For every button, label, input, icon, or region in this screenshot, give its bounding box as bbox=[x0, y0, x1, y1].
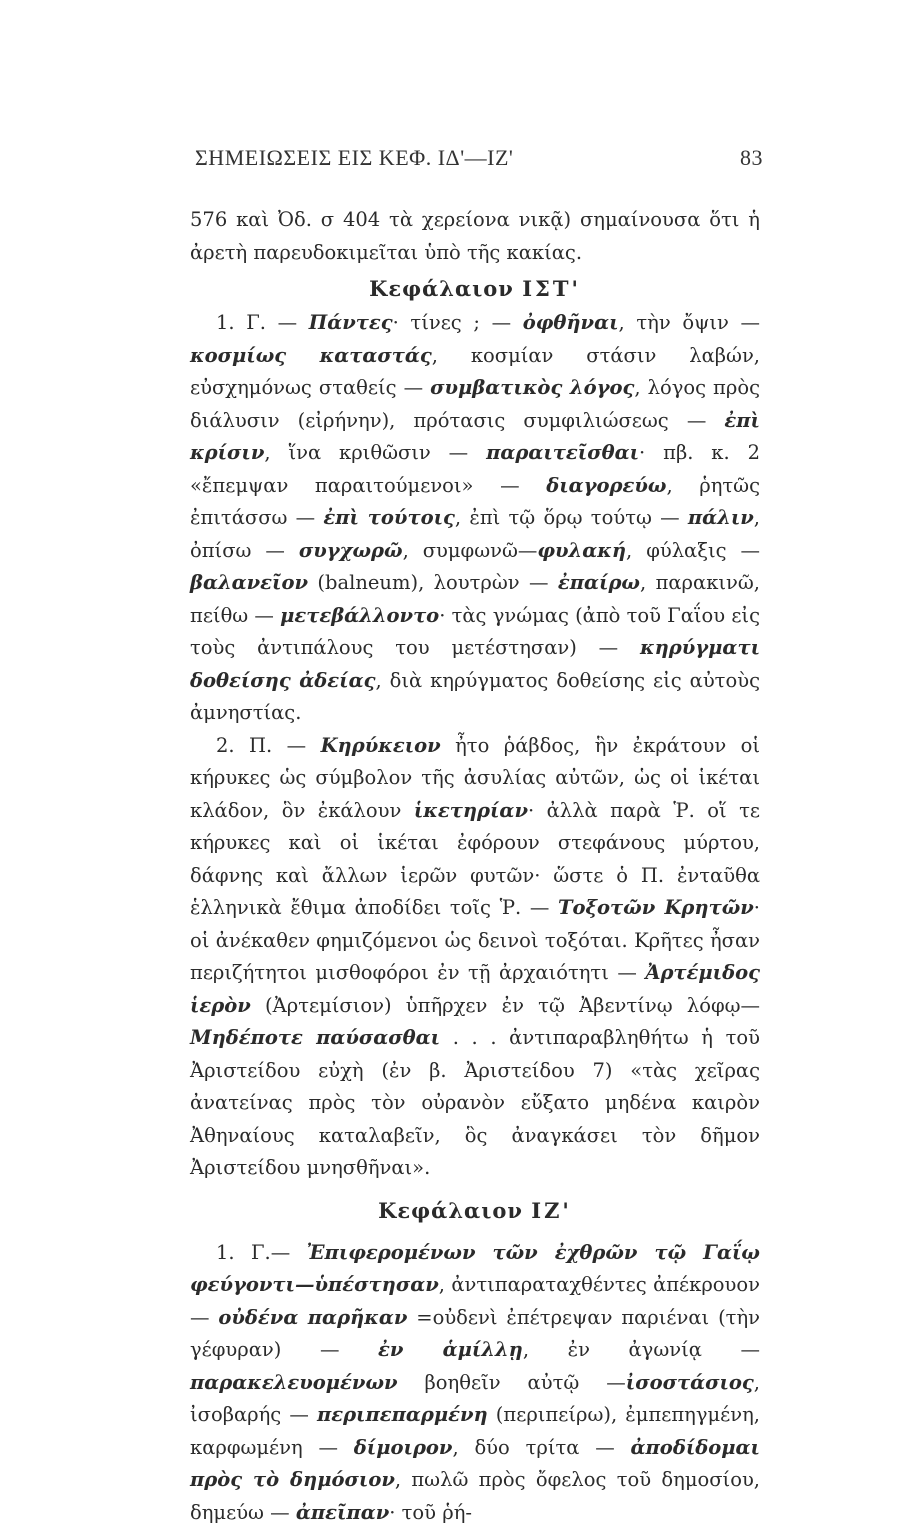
chapter-17-heading-word: Κεφάλαιον bbox=[378, 1198, 523, 1223]
lemma-term: ἱκετηρίαν bbox=[414, 799, 528, 822]
lemma-term: Μηδέποτε παύσασθαι bbox=[190, 1026, 440, 1049]
lemma-term: συγχωρῶ bbox=[299, 539, 403, 562]
gloss-text: · τοῦ ῥή- bbox=[389, 1501, 472, 1524]
lemma-term: δίμοιρον bbox=[354, 1436, 453, 1459]
gloss-text: 1. Γ.— bbox=[216, 1241, 307, 1264]
lemma-term: ἀπεῖπαν bbox=[296, 1501, 389, 1524]
lemma-term: περιπεπαρμένη bbox=[317, 1403, 488, 1426]
lemma-term: Κηρύκειον bbox=[321, 734, 441, 757]
gloss-text: , ἵνα κριθῶσιν — bbox=[264, 441, 486, 464]
gloss-text: , πωλῶ πρὸς ὄφελος τοῦ δημοσίου, δημεύω — bbox=[190, 1468, 760, 1524]
gloss-text: , ἐπὶ τῷ ὅρῳ τούτῳ — bbox=[455, 506, 688, 529]
gloss-text: , ἐν ἀγωνίᾳ — bbox=[523, 1338, 760, 1361]
chapter-17-heading bbox=[190, 1195, 760, 1227]
gloss-text: ἦτο ῥάβδος, ἣν ἐκράτουν οἱ κήρυκες ὡς σύμβολον τῆς ἀσυλίας αὐτῶν, ὡς οἱ ἱκέται κλάδον, ὃν ἐκάλουν bbox=[190, 734, 760, 822]
gloss-text: · τίνες ; — bbox=[393, 311, 523, 334]
gloss-text: , κοσμίαν στάσιν λαβών, εὐσχημόνως σταθείς — bbox=[190, 344, 760, 400]
lemma-term: παραιτεῖσθαι bbox=[486, 441, 639, 464]
lemma-term: ἐν ἁμίλλῃ bbox=[378, 1338, 523, 1361]
chapter-16-heading-number: ΙΣΤ' bbox=[522, 276, 581, 301]
running-head-title: ΣΗΜΕΙΩΣΕΙΣ ΕΙΣ ΚΕΦ. ΙΔ'—ΙΖ' bbox=[195, 145, 513, 171]
gloss-text: , ἀντιπαραταχθέντες ἀπέκρουον — bbox=[190, 1273, 760, 1329]
gloss-text: , τὴν ὄψιν — bbox=[619, 311, 760, 334]
lemma-term: ἐπὶ κρίσιν bbox=[190, 409, 760, 465]
page-number: 83 bbox=[740, 145, 763, 171]
lemma-term: Ἀρτέμιδος ἱερὸν bbox=[190, 961, 760, 1017]
lemma-term: ἰσοστάσιος bbox=[626, 1371, 754, 1394]
gloss-text: 2. Π. — bbox=[216, 734, 321, 757]
gloss-text: , διὰ κηρύγματος δοθείσης εἰς αὐτοὺς ἀμνηστίας. bbox=[190, 669, 760, 725]
gloss-text: · ἀλλὰ παρὰ Ῥ. οἵ τε κήρυκες καὶ οἱ ἱκέται ἐφόρουν στεφάνους μύρτου, δάφνης καὶ ἄλλων ἱερῶν φυτῶν· ὥστε ὁ Π. ἐνταῦθα ἑλληνικὰ ἔθιμα ἀποδίδει τοῖς Ῥ. — bbox=[190, 799, 760, 920]
chapter-16-paragraph-2 bbox=[190, 730, 760, 1185]
lemma-term: ἐπαίρω bbox=[558, 571, 640, 594]
lemma-term: μετεβάλλοντο bbox=[280, 604, 439, 627]
lemma-term: ἐπὶ τούτοις bbox=[323, 506, 455, 529]
lemma-term: βαλανεῖον bbox=[190, 571, 308, 594]
gloss-text: , συμφωνῶ— bbox=[403, 539, 538, 562]
running-head bbox=[195, 145, 763, 171]
gloss-text: =οὐδενὶ ἐπέτρεψαν παριέναι (τὴν γέφυραν) — bbox=[190, 1306, 760, 1362]
lemma-term: ἀποδίδομαι πρὸς τὸ δημόσιον bbox=[190, 1436, 760, 1492]
gloss-text: , παρακινῶ, πείθω — bbox=[190, 571, 760, 627]
lemma-term: Τοξοτῶν Κρητῶν bbox=[558, 896, 754, 919]
gloss-text: , δύο τρίτα — bbox=[452, 1436, 630, 1459]
lemma-term: διαγορεύω bbox=[546, 474, 666, 497]
gloss-text: βοηθεῖν αὐτῷ — bbox=[398, 1371, 626, 1394]
gloss-text: , ῥητῶς ἐπιτάσσω — bbox=[190, 474, 760, 530]
chapter-16-heading bbox=[190, 273, 760, 305]
lemma-term: φυλακή bbox=[537, 539, 626, 562]
chapter-16-heading-word: Κεφάλαιον bbox=[369, 276, 514, 301]
lemma-term: κηρύγματι δοθείσης ἀδείας bbox=[190, 636, 760, 692]
gloss-text: · οἱ ἀνέκαθεν φημιζόμενοι ὡς δεινοὶ τοξόται. Κρῆτες ἦσαν περιζήτητοι μισθοφόροι ἐν τῇ ἀρχαιότητι — bbox=[190, 896, 760, 984]
gloss-text: , φύλαξις — bbox=[626, 539, 760, 562]
lemma-term: πάλιν bbox=[688, 506, 754, 529]
text-block bbox=[190, 204, 760, 1529]
gloss-text: , ἰσοβαρής — bbox=[190, 1371, 760, 1427]
lemma-term: ὀφθῆναι bbox=[523, 311, 619, 334]
gloss-text: · τὰς γνώμας (ἀπὸ τοῦ Γαΐου εἰς τοὺς ἀντιπάλους του μετέστησαν) — bbox=[190, 604, 760, 660]
intro-paragraph: 576 καὶ Ὀδ. σ 404 τὰ χερείονα νικᾷ) σημαίνουσα ὅτι ἡ ἀρετὴ παρευδοκιμεῖται ὑπὸ τῆς κακίας. bbox=[190, 204, 760, 269]
lemma-term: παρακελευομένων bbox=[190, 1371, 398, 1394]
gloss-text: . . . ἀντιπαραβληθήτω ἡ τοῦ Ἀριστείδου εὐχὴ (ἐν β. Ἀριστείδου 7) «τὰς χεῖρας ἀνατείνας πρὸς τὸν οὐρανὸν εὔξατο μηδένα καιρὸν Ἀθηναίους καταλαβεῖν, ὃς ἀναγκάσει τὸν δῆμον Ἀριστείδου μνησθῆναι». bbox=[190, 1026, 760, 1179]
chapter-16-paragraph-1 bbox=[190, 307, 760, 730]
lemma-term: κοσμίως καταστάς bbox=[190, 344, 432, 367]
gloss-text: (περιπείρω), ἐμπεπηγμένη, καρφωμένη — bbox=[190, 1403, 760, 1459]
gloss-text: (Ἀρτεμίσιον) ὑπῆρχεν ἐν τῷ Ἀβεντίνῳ λόφῳ— bbox=[251, 994, 760, 1017]
chapter-17-heading-number: ΙΖ' bbox=[531, 1198, 572, 1223]
gloss-text: , ὀπίσω — bbox=[190, 506, 760, 562]
chapter-17-paragraph-1 bbox=[190, 1237, 760, 1529]
gloss-text: (balneum), λουτρὼν — bbox=[308, 571, 558, 594]
lemma-term: οὐδένα παρῆκαν bbox=[218, 1306, 407, 1329]
lemma-term: Ἐπιφερομένων τῶν ἐχθρῶν τῷ Γαΐῳ φεύγοντι—ὑπέστησαν bbox=[190, 1241, 760, 1297]
gloss-text: · πβ. κ. 2 «ἔπεμψαν παραιτούμενοι» — bbox=[190, 441, 760, 497]
gloss-text: , λόγος πρὸς διάλυσιν (εἰρήνην), πρότασις συμφιλιώσεως — bbox=[190, 376, 760, 432]
gloss-text: 1. Γ. — bbox=[216, 311, 309, 334]
lemma-term: Πάντες bbox=[309, 311, 393, 334]
lemma-term: συμβατικὸς λόγος bbox=[430, 376, 634, 399]
